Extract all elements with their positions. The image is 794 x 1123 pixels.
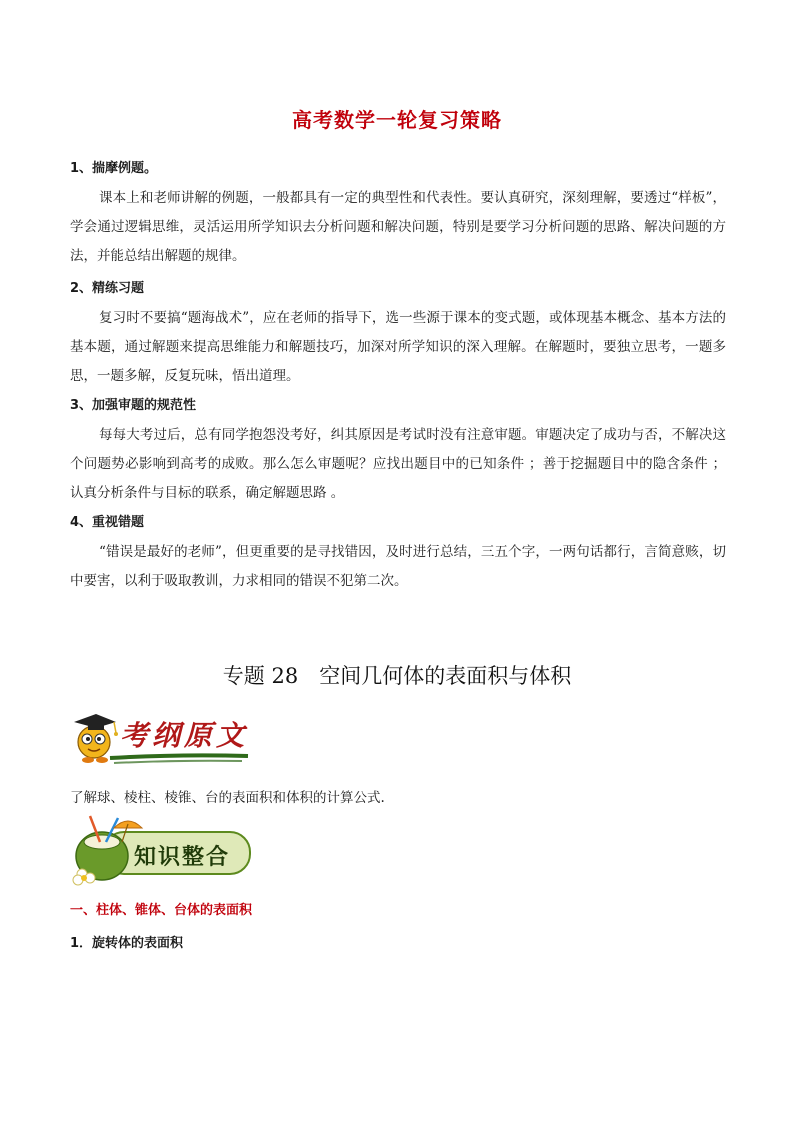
syllabus-text: 了解球、棱柱、棱锥、台的表面积和体积的计算公式. bbox=[70, 790, 385, 806]
section-heading-red: 一、柱体、锥体、台体的表面积 bbox=[70, 903, 253, 918]
sub-heading: 1．旋转体的表面积 bbox=[70, 936, 184, 951]
section-heading: 2、精练习题 bbox=[70, 281, 145, 296]
section-body: 复习时不要搞“题海战术”，应在老师的指导下，选一些源于课本的变式题，或体现基本概念、基本方法的基本题，通过解题来提高思维能力和解题技巧，加深对所学知识的深入理解。在解题时，要独立思考，一题多思，一题多解，反复玩味，悟出道理。 bbox=[70, 310, 726, 384]
strategy-section-1 bbox=[70, 160, 726, 271]
topic-title: 专题 28 空间几何体的表面积与体积 bbox=[222, 664, 572, 688]
syllabus-banner bbox=[70, 706, 250, 768]
section-heading: 1、揣摩例题。 bbox=[70, 161, 158, 176]
page-title: 高考数学一轮复习策略 bbox=[292, 108, 502, 132]
section-body: 每每大考过后，总有同学抱怨没考好，纠其原因是考试时没有注意审题。审题决定了成功与否，不解决这个问题势必影响到高考的成败。那么怎么审题呢？应找出题目中的已知条件 ；善于挖掘题目中的隐含条件 ；认真分析条件与目标的联系，确定解题思路 。 bbox=[70, 427, 726, 501]
syllabus-banner-label: 考纲原文 bbox=[120, 719, 249, 752]
knowledge-banner bbox=[70, 812, 254, 886]
section-heading: 3、加强审题的规范性 bbox=[70, 398, 197, 413]
section-heading: 4、重视错题 bbox=[70, 515, 145, 530]
section-body: 课本上和老师讲解的例题，一般都具有一定的典型性和代表性。要认真研究，深刻理解，要透过“样板”，学会通过逻辑思维，灵活运用所学知识去分析问题和解决问题，特别是要学习分析问题的思路、解决问题的方法，并能总结出解题的规律。 bbox=[70, 190, 726, 264]
strategy-section-3 bbox=[70, 397, 726, 508]
strategy-section-2 bbox=[70, 280, 726, 391]
section-body: “错误是最好的老师”，但更重要的是寻找错因，及时进行总结，三五个字，一两句话都行，言简意赅，切中要害，以利于吸取教训，力求相同的错误不犯第二次。 bbox=[70, 544, 726, 589]
strategy-section-4 bbox=[70, 514, 726, 596]
knowledge-banner-label: 知识整合 bbox=[134, 844, 231, 870]
